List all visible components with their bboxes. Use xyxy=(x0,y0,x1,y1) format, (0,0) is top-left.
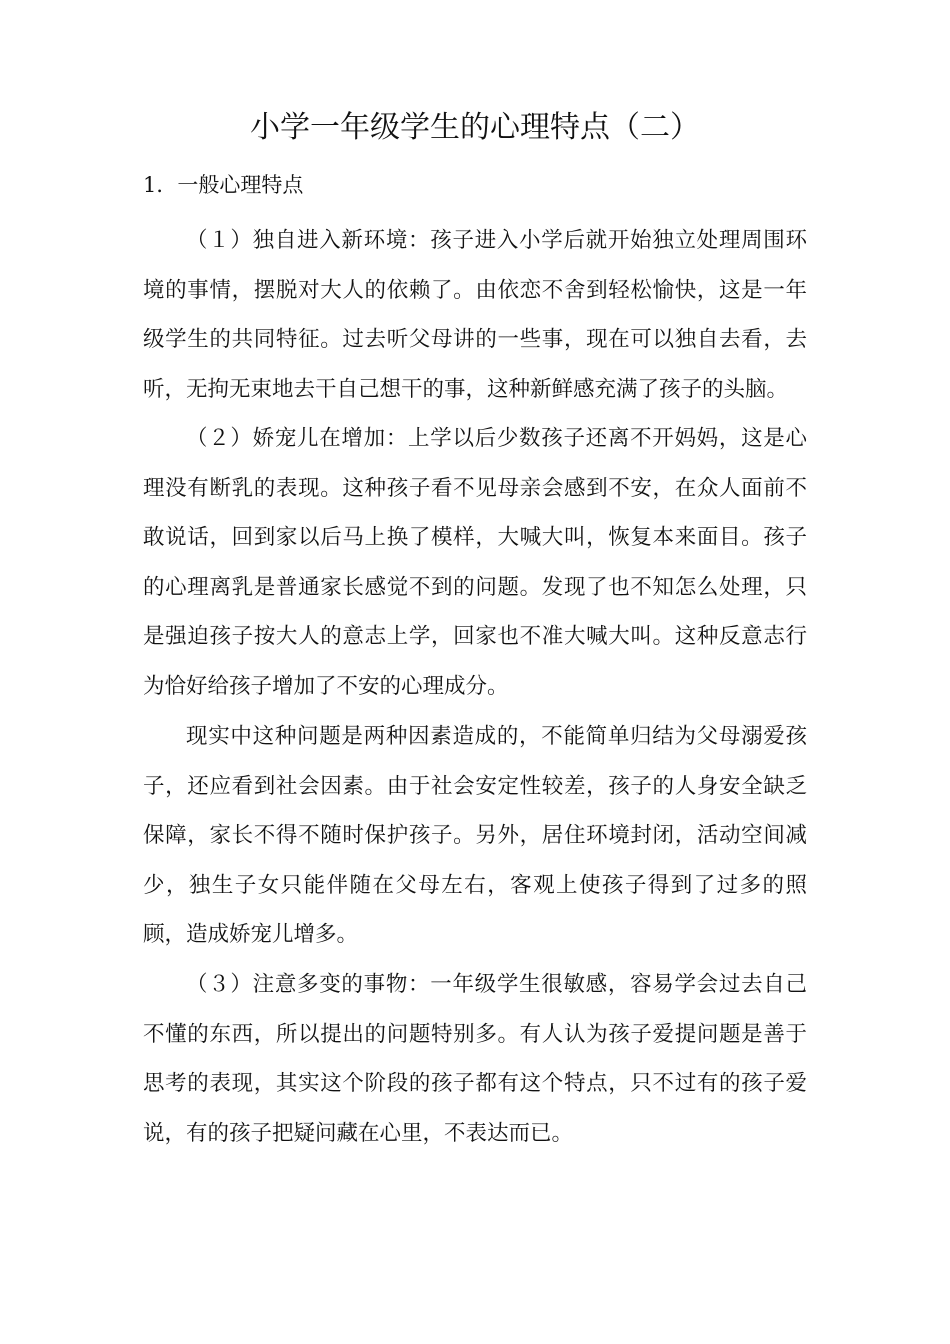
paragraph-2: （２）娇宠儿在增加：上学以后少数孩子还离不开妈妈，这是心理没有断乳的表现。这种孩子看不见母亲会感到不安，在众人面前不敢说话，回到家以后马上换了模样，大喊大叫，恢复本来面目。孩子的心理离乳是普通家长感觉不到的问题。发现了也不知怎么处理，只是强迫孩子按大人的意志上学，回家也不准大喊大叫。这种反意志行为恰好给孩子增加了不安的心理成分。 xyxy=(143,426,807,699)
paragraph-1: （１）独自进入新环境：孩子进入小学后就开始独立处理周围环境的事情，摆脱对大人的依赖了。由依恋不舍到轻松愉快，这是一年级学生的共同特征。过去听父母讲的一些事，现在可以独自去看，去听，无拘无束地去干自己想干的事，这种新鲜感充满了孩子的头脑。 xyxy=(143,228,807,402)
page-title: 小学一年级学生的心理特点（二） xyxy=(250,110,700,145)
section-heading: 1．一般心理特点 xyxy=(143,173,304,197)
paragraph-4: （３）注意多变的事物：一年级学生很敏感，容易学会过去自己不懂的东西，所以提出的问题特别多。有人认为孩子爱提问题是善于思考的表现，其实这个阶段的孩子都有这个特点，只不过有的孩子爱说，有的孩子把疑问藏在心里，不表达而已。 xyxy=(143,972,807,1146)
paragraph-3: 现实中这种问题是两种因素造成的，不能简单归结为父母溺爱孩子，还应看到社会因素。由于社会安定性较差，孩子的人身安全缺乏保障，家长不得不随时保护孩子。另外，居住环境封闭，活动空间减少，独生子女只能伴随在父母左右，客观上使孩子得到了过多的照顾，造成娇宠儿增多。 xyxy=(143,724,807,948)
